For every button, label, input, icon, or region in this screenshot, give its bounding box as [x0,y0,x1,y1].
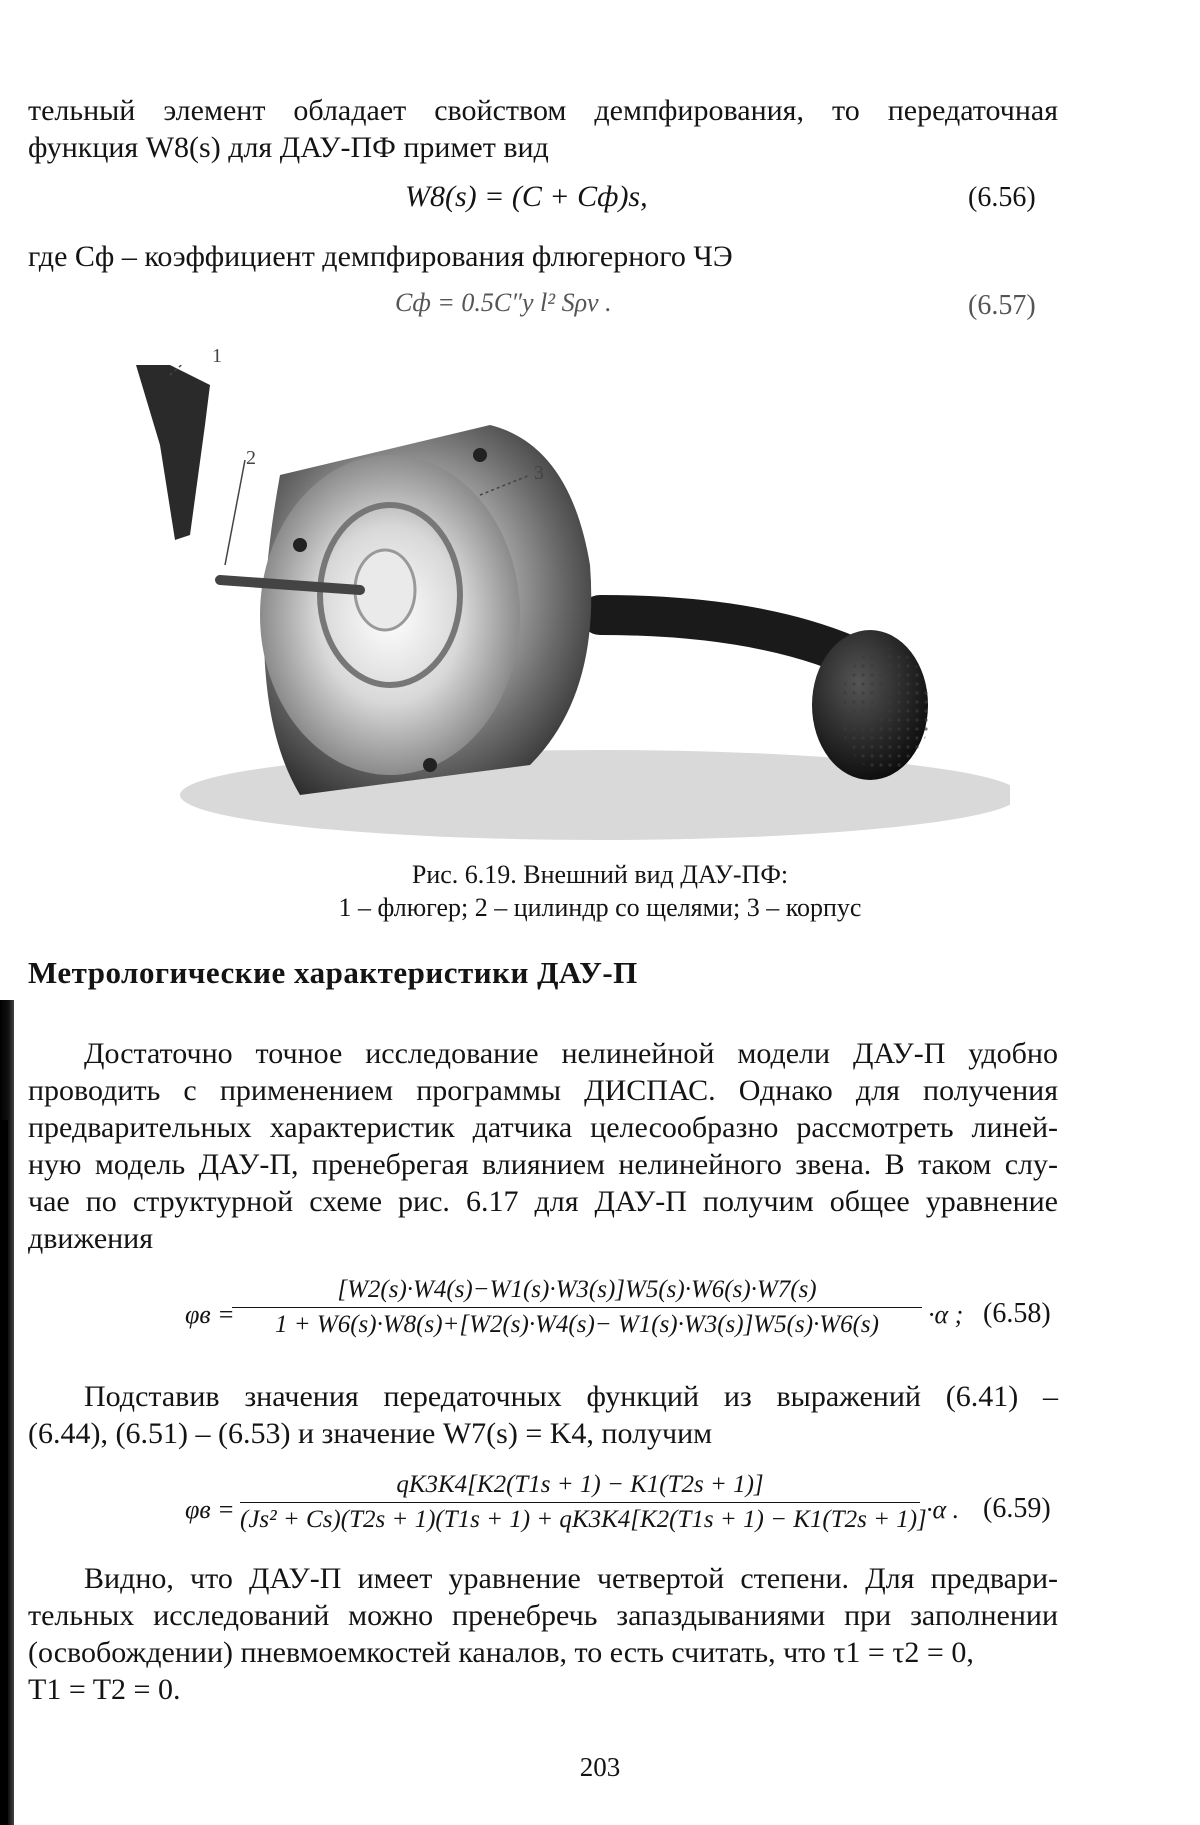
main-line: ную модель ДАУ-П, пренебрегая влиянием нелинейного звена. В таком слу- [28,1148,1058,1181]
main-paragraph [28,1035,1058,1257]
equation-6-56: W8(s) = (C + Cф)s, [405,180,648,213]
equation-6-58-denominator: 1 + W6(s)·W8(s)+[W2(s)·W4(s)− W1(s)·W3(s)]W5(s)·W6(s) [275,1311,879,1338]
equation-6-57: Cф = 0.5C″y l² Sρv . [395,288,612,317]
intro-line: функция W8(s) для ДАУ-ПФ примет вид [28,131,549,164]
page-spine-edge [0,1120,8,1825]
equation-6-59-fraction [240,1471,927,1534]
fraction-bar [232,1307,922,1308]
screw [423,758,437,772]
subst-line: (6.44), (6.51) – (6.53) и значение W7(s) = K4, получим [28,1417,713,1450]
section-heading: Метрологические характеристики ДАУ-П [28,955,638,990]
main-line: проводить с применением программы ДИСПАС. Однако для получения [28,1074,1058,1107]
final-line: Видно, что ДАУ-П имеет уравнение четвертой степени. Для предвари- [84,1562,1058,1595]
screw [293,538,307,552]
caption-legend: 1 – флюгер; 2 – цилиндр со щелями; 3 – корпус [338,893,862,922]
final-line: (освобождении) пневмоемкостей каналов, то есть считать, что τ1 = τ2 = 0, [28,1636,974,1669]
equation-6-58-lhs: φв = [185,1300,235,1329]
final-line: тельных исследований можно пренебречь запаздываниями при заполнении [28,1599,1058,1632]
main-line: движения [28,1222,154,1255]
equation-6-59-denominator: (Js² + Cs)(T2s + 1)(T1s + 1) + qK3K4[K2(T1s + 1) − K1(T2s + 1)] [240,1506,927,1533]
final-line: T1 = T2 = 0. [28,1673,181,1706]
connector-grille [840,648,930,772]
figure-caption [0,858,1200,924]
final-paragraph [28,1560,1058,1708]
equation-6-58-fraction [232,1276,922,1339]
equation-6-58-numerator: [W2(s)·W4(s)−W1(s)·W3(s)]W5(s)·W6(s)·W7(s) [337,1276,817,1303]
equation-number-6-57: (6.57) [968,290,1036,321]
main-line: чае по структурной схеме рис. 6.17 для ДАУ-П получим общее уравнение [28,1185,1058,1218]
device-photo [130,365,1010,845]
main-line: предварительных характеристик датчика целесообразно рассмотреть линей- [28,1111,1058,1144]
intro-line: тельный элемент обладает свойством демпфирования, то передаточная [28,94,1058,127]
equation-6-59-numerator: qK3K4[K2(T1s + 1) − K1(T2s + 1)] [396,1471,764,1498]
page-number: 203 [579,1752,621,1782]
callout-number-3: 3 [534,462,544,484]
fraction-bar [240,1502,920,1503]
equation-number-6-58: (6.58) [983,1298,1051,1329]
wind-vane [130,365,210,540]
callout-number-1: 1 [212,345,222,367]
equation-6-58-rhs: ·α ; [928,1300,964,1329]
intro-paragraph [28,92,1058,166]
equation-number-6-56: (6.56) [968,182,1036,213]
equation-6-59-lhs: φв = [185,1495,235,1524]
subst-line: Подставив значения передаточных функций из выражений (6.41) – [84,1380,1058,1413]
screw [473,448,487,462]
caption-title: Рис. 6.19. Внешний вид ДАУ-ПФ: [411,860,789,889]
equation-6-59-rhs: ·α . [926,1495,960,1524]
main-line: Достаточно точное исследование нелинейной модели ДАУ-П удобно [84,1037,1058,1070]
callout-line-2 [225,460,245,565]
callout-number-2: 2 [246,447,256,469]
substitution-paragraph [28,1378,1058,1452]
equation-number-6-59: (6.59) [983,1493,1051,1524]
definition-line: где Cф – коэффициент демпфирования флюгерного ЧЭ [28,240,733,273]
